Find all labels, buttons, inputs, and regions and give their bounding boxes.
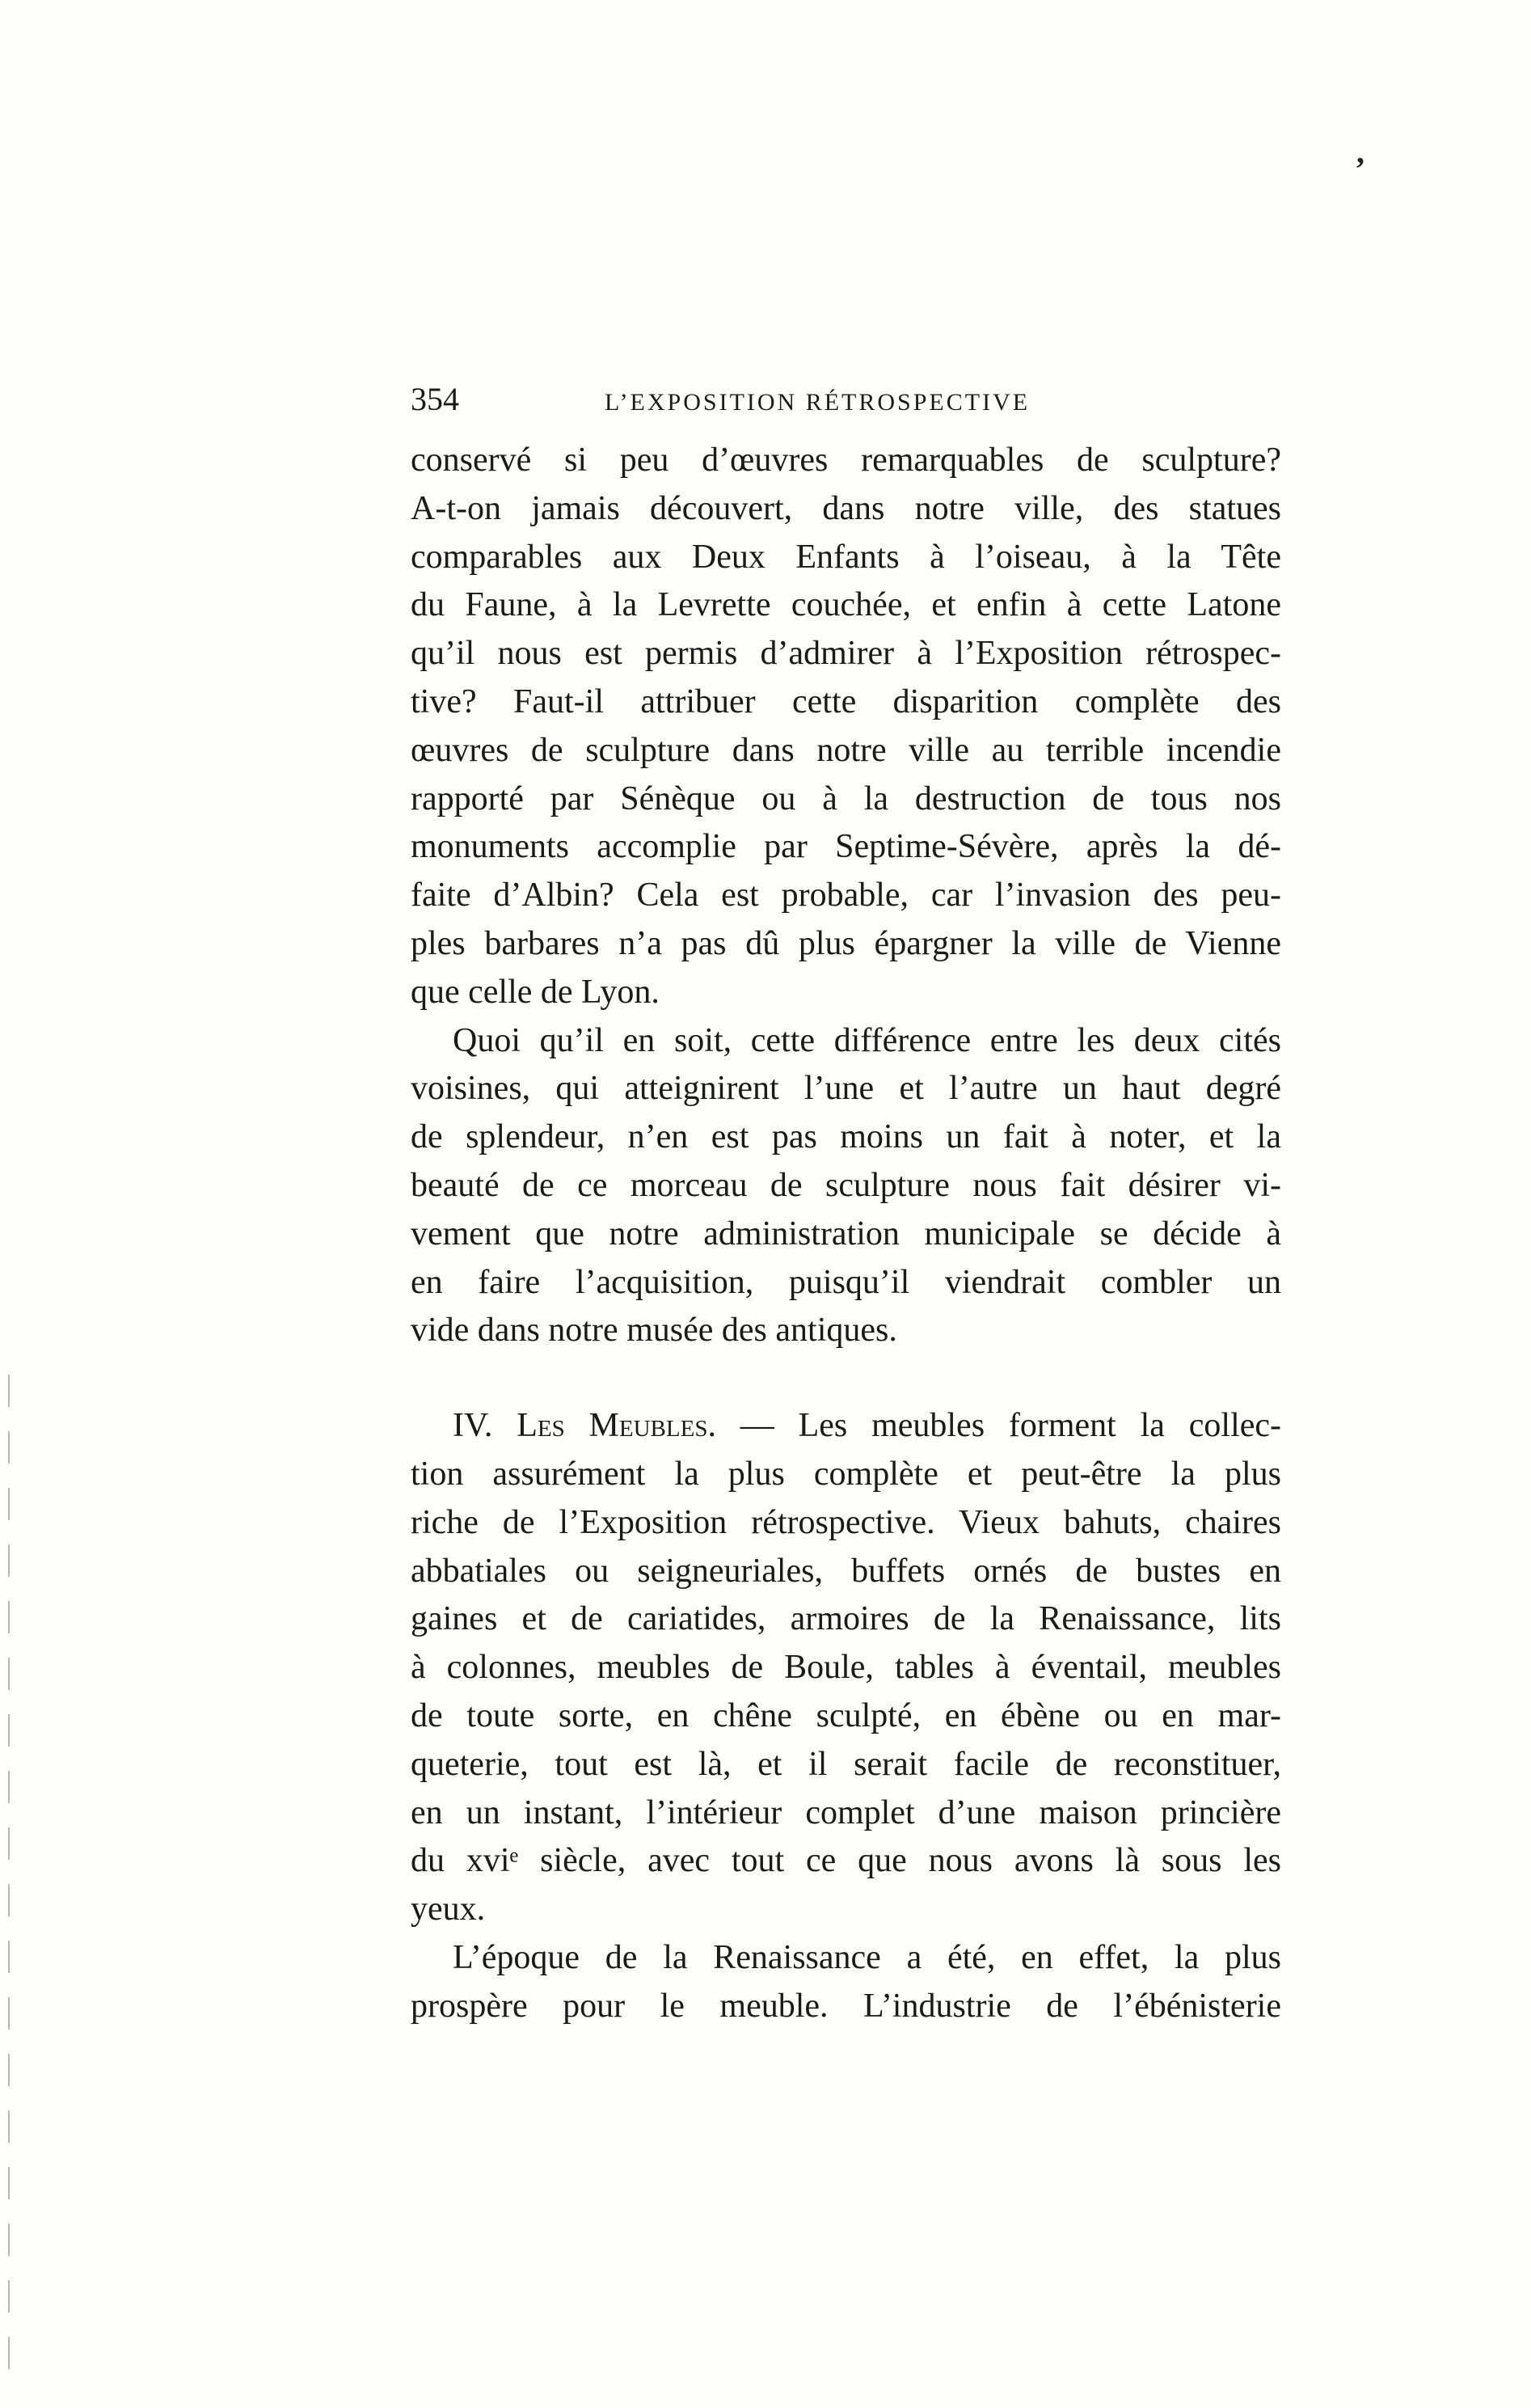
section-4 xyxy=(411,1402,1281,1934)
text-line: vide dans notre musée des antiques. xyxy=(411,1312,897,1350)
text-line: monuments accomplie par Septime-Sévère, après la dé- xyxy=(411,828,1281,866)
text-line: comparables aux Deux Enfants à l’oiseau, à la Tête xyxy=(411,538,1281,576)
text-line: que celle de Lyon. xyxy=(411,973,660,1011)
text-line: de toute sorte, en chêne sculpté, en ébène ou en mar- xyxy=(411,1696,1281,1734)
text-line: prospère pour le meuble. L’industrie de l’ébénisterie xyxy=(411,1987,1281,2025)
paragraph-1 xyxy=(411,437,1281,1017)
section-gap xyxy=(411,1355,1281,1402)
text-line: abbatiales ou seigneuriales, buffets ornés de bustes en xyxy=(411,1552,1281,1590)
text-line: du Faune, à la Levrette couchée, et enfin à cette Latone xyxy=(411,586,1281,624)
page-mark: ’ xyxy=(1355,150,1366,187)
margin-line xyxy=(8,1375,10,2385)
text-line: L’époque de la Renaissance a été, en effet, la plus xyxy=(453,1938,1281,1976)
text-line: vement que notre administration municipale se décide à xyxy=(411,1215,1281,1253)
text-line: — Les meubles forment la collec- xyxy=(740,1407,1282,1445)
text-line: conservé si peu d’œuvres remarquables de sculpture? xyxy=(411,441,1281,479)
paragraph-4 xyxy=(411,1934,1281,2031)
text-line: qu’il nous est permis d’admirer à l’Exposition rétrospec- xyxy=(411,635,1281,673)
text-line: queterie, tout est là, et il serait facile de reconstituer, xyxy=(411,1745,1281,1783)
running-title: L’EXPOSITION RÉTROSPECTIVE xyxy=(605,389,1031,416)
text-block xyxy=(411,380,1281,2031)
text-line: ples barbares n’a pas dû plus épargner la ville de Vienne xyxy=(411,924,1281,962)
text-line: gaines et de cariatides, armoires de la Renaissance, lits xyxy=(411,1600,1281,1638)
text-line: rapporté par Sénèque ou à la destruction de tous nos xyxy=(411,779,1281,817)
page-number: 354 xyxy=(411,381,459,417)
text-line: du xviᵉ siècle, avec tout ce que nous avons là sous les xyxy=(411,1842,1281,1880)
text-line: en faire l’acquisition, puisqu’il viendrait combler un xyxy=(411,1263,1281,1301)
text-line: yeux. xyxy=(411,1890,486,1929)
text-line: A-t-on jamais découvert, dans notre ville, des statues xyxy=(411,489,1281,527)
text-line: en un instant, l’intérieur complet d’une maison princière xyxy=(411,1793,1281,1831)
text-line: à colonnes, meubles de Boule, tables à éventail, meubles xyxy=(411,1649,1281,1687)
text-line: de splendeur, n’en est pas moins un fait à noter, et la xyxy=(411,1118,1281,1156)
section-heading-line xyxy=(411,1402,1281,1451)
text-line: œuvres de sculpture dans notre ville au terrible incendie xyxy=(411,731,1281,769)
text-line: tion assurément la plus complète et peut-être la plus xyxy=(411,1455,1281,1493)
text-line: riche de l’Exposition rétrospective. Vieux bahuts, chaires xyxy=(411,1503,1281,1541)
text-line: voisines, qui atteignirent l’une et l’autre un haut degré xyxy=(411,1070,1281,1108)
text-line: faite d’Albin? Cela est probable, car l’invasion des peu- xyxy=(411,877,1281,915)
section-numeral: IV. xyxy=(453,1407,493,1445)
text-line: beauté de ce morceau de sculpture nous fait désirer vi- xyxy=(411,1166,1281,1204)
paragraph-2 xyxy=(411,1017,1281,1356)
text-line: tive? Faut-il attribuer cette disparition complète des xyxy=(411,682,1281,720)
section-heading: Les Meubles. xyxy=(517,1407,716,1445)
text-line: Quoi qu’il en soit, cette différence entre les deux cités xyxy=(453,1021,1281,1059)
running-head xyxy=(411,380,1281,429)
